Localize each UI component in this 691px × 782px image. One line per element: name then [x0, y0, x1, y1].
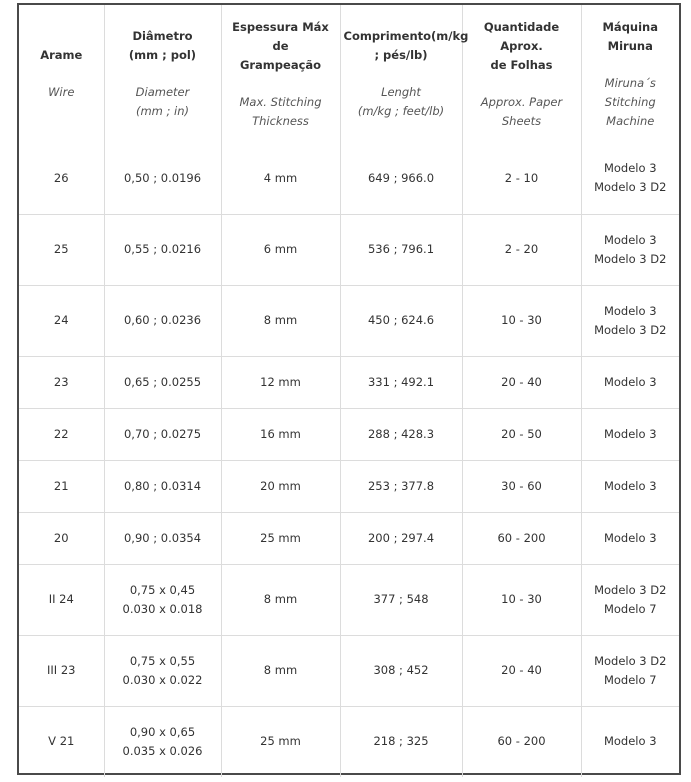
cell-sheets: 60 - 200 — [462, 706, 581, 777]
cell-length: 331 ; 492.1 — [340, 356, 462, 408]
cell-machine: Modelo 3 — [581, 460, 679, 512]
table-row — [19, 635, 679, 706]
cell-length: 288 ; 428.3 — [340, 408, 462, 460]
header-thickness-en-1: Max. Stitching — [239, 94, 322, 109]
cell-length: 649 ; 966.0 — [340, 143, 462, 214]
cell-wire: 23 — [19, 356, 104, 408]
cell-diameter — [104, 564, 221, 635]
header-sheets-pt-2: de Folhas — [490, 57, 553, 72]
machine-line: Modelo 3 — [603, 161, 657, 176]
cell-wire: III 23 — [19, 635, 104, 706]
table-row — [19, 564, 679, 635]
header-diameter-pt-2: (mm ; pol) — [128, 48, 197, 62]
table-row — [19, 706, 679, 777]
table-row — [19, 408, 679, 460]
cell-machine: Modelo 3 — [581, 408, 679, 460]
cell-diameter: 0,70 ; 0.0275 — [104, 408, 221, 460]
header-machine — [581, 5, 679, 143]
table-row — [19, 285, 679, 356]
cell-sheets: 2 - 20 — [462, 214, 581, 285]
header-thickness-pt-1: Espessura Máx de — [232, 19, 329, 53]
cell-diameter: 0,90 ; 0.0354 — [104, 512, 221, 564]
diameter-line: 0,75 x 0,45 — [129, 582, 196, 597]
header-diameter — [104, 5, 221, 143]
header-machine-pt: Máquina Miruna — [602, 19, 658, 53]
header-row — [19, 5, 679, 143]
cell-length: 308 ; 452 — [340, 635, 462, 706]
cell-machine: Modelo 3 — [581, 356, 679, 408]
header-wire-en: Wire — [48, 85, 75, 99]
wire-spec-table — [19, 5, 679, 777]
header-thickness-pt-2: Grampeação — [239, 57, 322, 72]
cell-machine — [581, 285, 679, 356]
cell-wire: 20 — [19, 512, 104, 564]
cell-wire: 25 — [19, 214, 104, 285]
machine-line: Modelo 3 D2 — [594, 251, 667, 266]
cell-thickness: 8 mm — [221, 285, 340, 356]
machine-line: Modelo 3 — [603, 232, 657, 247]
diameter-line: 0.030 x 0.018 — [122, 601, 203, 616]
cell-sheets: 10 - 30 — [462, 285, 581, 356]
cell-wire: 26 — [19, 143, 104, 214]
header-length-en-1: Lenght — [381, 85, 421, 99]
cell-length: 377 ; 548 — [340, 564, 462, 635]
cell-machine — [581, 214, 679, 285]
cell-thickness: 16 mm — [221, 408, 340, 460]
cell-length: 450 ; 624.6 — [340, 285, 462, 356]
header-sheets — [462, 5, 581, 143]
machine-line: Modelo 3 D2 — [594, 322, 667, 337]
diameter-line: 0,90 x 0,65 — [129, 724, 196, 739]
cell-diameter: 0,50 ; 0.0196 — [104, 143, 221, 214]
cell-wire: V 21 — [19, 706, 104, 777]
table-row — [19, 214, 679, 285]
header-length — [340, 5, 469, 143]
header-thickness-en-2: Thickness — [252, 113, 309, 128]
machine-line: Modelo 3 D2 — [594, 180, 667, 195]
cell-diameter: 0,60 ; 0.0236 — [104, 285, 221, 356]
cell-length: 253 ; 377.8 — [340, 460, 462, 512]
diameter-line: 0.035 x 0.026 — [122, 743, 203, 758]
cell-machine — [581, 143, 679, 214]
cell-machine — [581, 635, 679, 706]
header-length-pt-1: Comprimento(m/kg — [343, 29, 469, 43]
cell-diameter: 0,55 ; 0.0216 — [104, 214, 221, 285]
diameter-line: 0.030 x 0.022 — [122, 672, 203, 687]
header-wire — [19, 5, 104, 143]
cell-thickness: 8 mm — [221, 635, 340, 706]
header-machine-en-1: Miruna´s — [604, 75, 656, 90]
machine-line: Modelo 3 D2 — [594, 653, 667, 668]
cell-thickness: 20 mm — [221, 460, 340, 512]
cell-wire: II 24 — [19, 564, 104, 635]
machine-line: Modelo 3 D2 — [594, 582, 667, 597]
machine-line: Modelo 7 — [603, 672, 657, 687]
cell-diameter — [104, 706, 221, 777]
cell-wire: 22 — [19, 408, 104, 460]
cell-wire: 21 — [19, 460, 104, 512]
cell-length: 200 ; 297.4 — [340, 512, 462, 564]
header-sheets-en-1: Approx. Paper — [480, 94, 563, 109]
cell-machine — [581, 564, 679, 635]
cell-sheets: 2 - 10 — [462, 143, 581, 214]
cell-thickness: 25 mm — [221, 706, 340, 777]
cell-length: 218 ; 325 — [340, 706, 462, 777]
cell-machine: Modelo 3 — [581, 512, 679, 564]
header-diameter-en-2: (mm ; in) — [135, 104, 190, 118]
table-row — [19, 143, 679, 214]
cell-sheets: 30 - 60 — [462, 460, 581, 512]
cell-thickness: 4 mm — [221, 143, 340, 214]
cell-diameter — [104, 635, 221, 706]
header-sheets-pt-1: Quantidade Aprox. — [483, 19, 560, 53]
header-machine-en-3: Machine — [606, 113, 655, 128]
cell-thickness: 8 mm — [221, 564, 340, 635]
cell-sheets: 20 - 40 — [462, 356, 581, 408]
header-machine-en-2: Stitching — [604, 94, 656, 109]
machine-line: Modelo 3 — [603, 303, 657, 318]
machine-line: Modelo 7 — [603, 601, 657, 616]
cell-machine: Modelo 3 — [603, 734, 657, 749]
header-diameter-pt-1: Diâmetro — [132, 29, 193, 43]
table-row — [19, 512, 679, 564]
cell-thickness: 12 mm — [221, 356, 340, 408]
cell-diameter: 0,65 ; 0.0255 — [104, 356, 221, 408]
header-length-en-2: (m/kg ; feet/lb) — [357, 104, 445, 118]
table-row — [19, 460, 679, 512]
cell-wire: 24 — [19, 285, 104, 356]
cell-thickness: 25 mm — [221, 512, 340, 564]
cell-thickness: 6 mm — [221, 214, 340, 285]
cell-sheets: 10 - 30 — [462, 564, 581, 635]
cell-sheets: 20 - 40 — [462, 635, 581, 706]
header-wire-pt: Arame — [40, 48, 83, 62]
header-diameter-en-1: Diameter — [135, 85, 190, 99]
diameter-line: 0,75 x 0,55 — [129, 653, 196, 668]
header-thickness — [221, 5, 340, 143]
cell-sheets: 20 - 50 — [462, 408, 581, 460]
header-length-pt-2: ; pés/lb) — [374, 48, 428, 62]
cell-diameter: 0,80 ; 0.0314 — [104, 460, 221, 512]
table-row — [19, 356, 679, 408]
cell-length: 536 ; 796.1 — [340, 214, 462, 285]
header-sheets-en-2: Sheets — [501, 113, 542, 128]
cell-sheets: 60 - 200 — [462, 512, 581, 564]
